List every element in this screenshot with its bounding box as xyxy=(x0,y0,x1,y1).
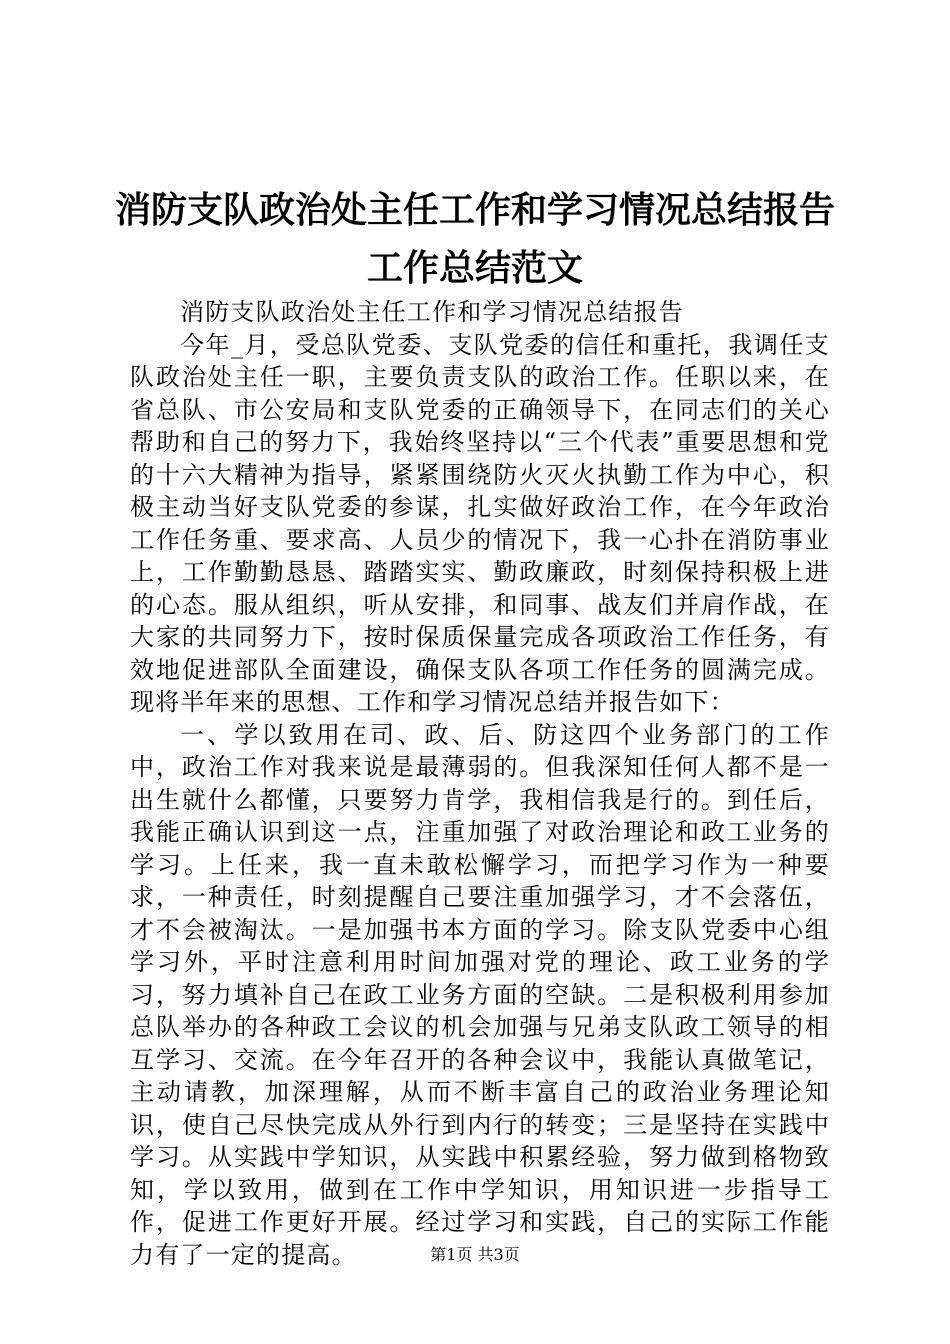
paragraph-subtitle: 消防支队政治处主任工作和学习情况总结报告 xyxy=(180,298,684,326)
paragraph-section-one: 一、学以致用在司、政、后、防这四个业务部门的工作中，政治工作对我来说是最薄弱的。但我深知任何人都不是一出生就什么都懂，只要努力肯学，我相信我是行的。到任后，我能正确认识到这一点，注重加强了对政治理论和政工业务的学习。上任来，我一直未敢松懈学习，而把学习作为一种要求，一种责任，时刻提醒自己要注重加强学习，才不会落伍，才不会被淘汰。一是加强书本方面的学习。除支队党委中心组学习外，平时注意利用时间加强对党的理论、政工业务的学习，努力填补自己在政工业务方面的空缺。二是积极利用参加总队举办的各种政工会议的机会加强与兄弟支队政工领导的相互学习、交流。在今年召开的各种会议中，我能认真做笔记，主动请教，加深理解，从而不断丰富自己的政治业务理论知识，使自己尽快完成从外行到内行的转变；三是坚持在实践中学习。从实践中学知识，从实践中积累经验，努力做到格物致知，学以致用，做到在工作中学知识，用知识进一步指导工作，促进工作更好开展。经过学习和实践，自己的实际工作能力有了一定的提高。 xyxy=(130,720,830,1269)
document-title-line-1: 消防支队政治处主任工作和学习情况总结报告 xyxy=(114,189,835,231)
document-body xyxy=(130,296,830,1271)
document-title-line-2: 工作总结范文 xyxy=(366,247,583,289)
page-footer: 第1页 共3页 xyxy=(430,1245,520,1264)
paragraph-intro: 今年_月，受总队党委、支队党委的信任和重托，我调任支队政治处主任一职，主要负责支队的政治工作。任职以来，在省总队、市公安局和支队党委的正确领导下，在同志们的关心帮助和自己的努力下，我始终坚持以“三个代表”重要思想和党的十六大精神为指导，紧紧围绕防火灭火执勤工作为中心，积极主动当好支队党委的参谋，扎实做好政治工作，在今年政治工作任务重、要求高、人员少的情况下，我一心扑在消防事业上，工作勤勤恳恳、踏踏实实、勤政廉政，时刻保持积极上进的心态。服从组织，听从安排，和同事、战友们并肩作战，在大家的共同努力下，按时保质保量完成各项政治工作任务，有效地促进部队全面建设，确保支队各项工作任务的圆满完成。现将半年来的思想、工作和学习情况总结并报告如下： xyxy=(130,330,830,716)
